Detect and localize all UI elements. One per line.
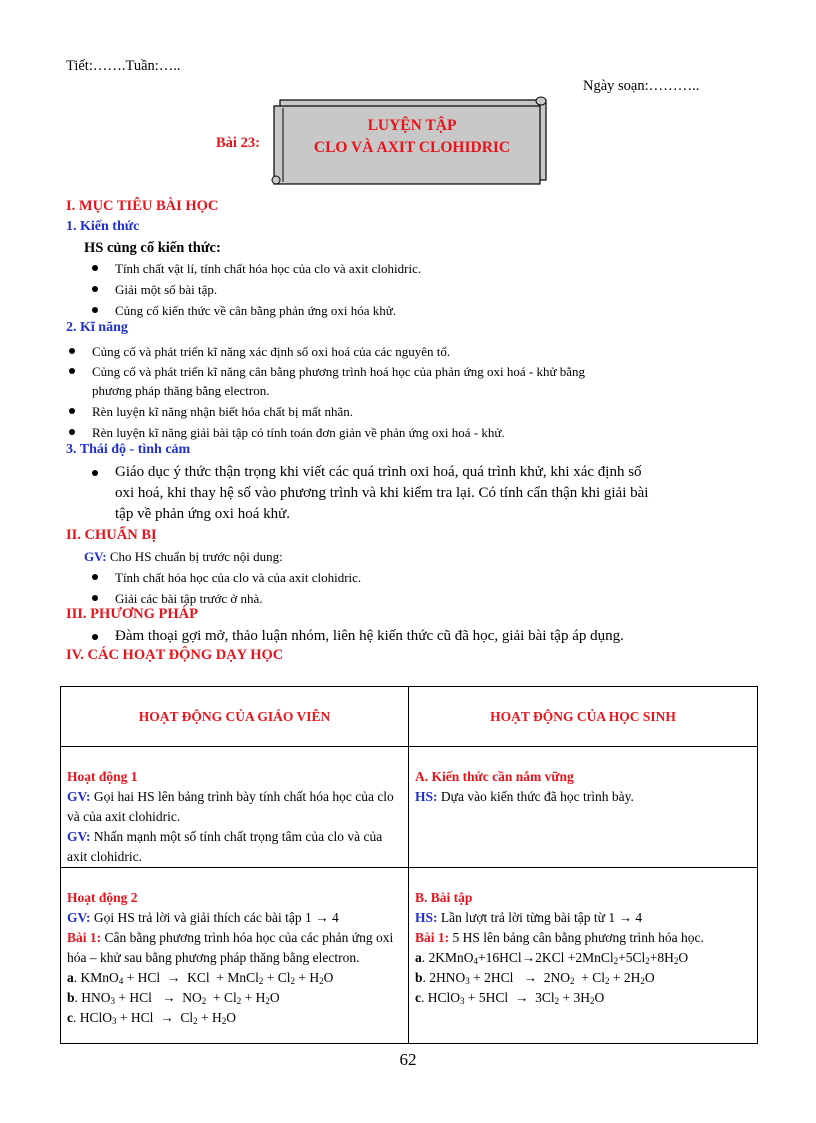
r1-hs-text: Dựa vào kiến thức đã học trình bày. — [437, 789, 634, 804]
bullet-icon — [92, 470, 98, 476]
bullet-icon — [69, 348, 75, 354]
r2-hs-bai1-text: 5 HS lên bảng cân bằng phương trình hóa học. — [449, 930, 704, 945]
section-1-title: I. MỤC TIÊU BÀI HỌC — [66, 198, 219, 214]
equation-b: b. $HNO_3$ + HCl → $NO_2 + Cl_2 + H_2O$ — [67, 990, 280, 1006]
r2-gv-text: Gọi HS trả lời và giải thích các bài tập 1 → 4 — [90, 910, 339, 925]
sub-ki-nang: 2. Kĩ năng — [66, 320, 128, 335]
row1-teacher — [61, 747, 409, 868]
bullet-icon — [69, 368, 75, 374]
section-b-title: B. Bài tập — [415, 890, 473, 905]
n4: Rèn luyện kĩ năng giải bài tập có tính toán đơn giản về phản ứng oxi hoá - khử. — [92, 425, 505, 440]
a1a: Giáo dục ý thức thận trọng khi viết các quá trình oxi hoá, quá trình khử, khi xác định số — [115, 464, 642, 480]
m1: Đàm thoại gợi mở, thảo luận nhóm, liên hệ kiến thức cũ đã học, giải bài tập áp dụng. — [115, 628, 624, 644]
n1: Củng cố và phát triển kĩ năng xác định số oxi hoá của các nguyên tố. — [92, 344, 451, 359]
n3: Rèn luyện kĩ năng nhận biết hóa chất bị mất nhãn. — [92, 404, 354, 419]
section-4-title: IV. CÁC HOẠT ĐỘNG DẠY HỌC — [66, 647, 284, 663]
bullet-icon — [92, 286, 98, 292]
bullet-icon — [69, 429, 75, 435]
r1-hs — [415, 787, 751, 807]
bullet-icon — [92, 595, 98, 601]
k2: Giải một số bài tập. — [115, 282, 218, 297]
bullet-icon — [92, 634, 98, 640]
n2b: phương pháp thăng bằng electron. — [92, 383, 270, 398]
a1c: tập về phản ứng oxi hoá khử. — [115, 506, 290, 522]
col-header-student: HOẠT ĐỘNG CỦA HỌC SINH — [409, 687, 758, 747]
r1-gv1-text: Gọi hai HS lên bảng trình bày tính chất hóa học của clo và của axit clohidric. — [67, 789, 394, 824]
lesson-title-line2: CLO VÀ AXIT CLOHIDRIC — [313, 139, 511, 156]
sub-kien-thuc: 1. Kiến thức — [66, 219, 140, 234]
r2-gv — [67, 908, 402, 928]
page-number: 62 — [399, 1050, 417, 1069]
answer-a: a. 2KMnO$_4$+16HCl→2KCl $+2MnCl_2+5Cl_2+8H_2O$ — [415, 950, 689, 966]
lesson-number: Bài 23: — [216, 135, 260, 151]
activity-2-title: Hoạt động 2 — [67, 890, 138, 905]
bai1-label: Bài 1: — [67, 930, 102, 945]
k1: Tính chất vật lí, tính chất hóa học của clo và axit clohidric. — [115, 261, 422, 276]
col-header-teacher: HOẠT ĐỘNG CỦA GIÁO VIÊN — [61, 687, 409, 747]
activity-1-title: Hoạt động 1 — [67, 769, 138, 784]
a1b: oxi hoá, khi thay hệ số vào phương trình và khi kiểm tra lại. Có tính cẩn thận khi giải bài — [115, 485, 649, 501]
section-2-title: II. CHUẨN BỊ — [66, 527, 157, 543]
lesson-title — [280, 115, 544, 159]
bai1-label: Bài 1: — [415, 930, 450, 945]
bullet-icon — [69, 408, 75, 414]
gv-label: GV: — [84, 549, 107, 564]
bullet-icon — [92, 574, 98, 580]
r1-gv2-text: Nhấn mạnh một số tính chất trọng tâm của clo và của axit clohidric. — [67, 829, 383, 864]
ngay-soan: Ngày soạn:……….. — [583, 78, 700, 94]
gv-label: GV: — [67, 910, 91, 925]
answer-c: c. HClO$_3$ + $5HCl \to 3Cl_2 + 3H_2O$ — [415, 990, 605, 1006]
hs-label: HS: — [415, 789, 438, 804]
r2-hs-bai1 — [415, 928, 751, 948]
section-3-title: III. PHƯƠNG PHÁP — [66, 606, 198, 622]
sub-thai-do: 3. Thái độ - tình cảm — [66, 442, 191, 457]
r2-bai1-text: Cân bằng phương trình hóa học của các phản ứng oxi hóa – khử sau bằng phương pháp thăng bằng electron. — [67, 930, 394, 965]
row2-teacher — [61, 868, 409, 1044]
activities-table — [60, 686, 758, 1044]
lead-kien-thuc: HS củng cố kiến thức: — [84, 240, 221, 256]
answer-b: b. $2HNO_3 + 2HCl \to 2NO_2 + Cl_2 + 2H_2O$ — [415, 970, 655, 986]
n2a: Củng cố và phát triển kĩ năng cân bằng phương trình hoá học của phản ứng oxi hoá - khử bằng — [92, 364, 586, 379]
r2-hs-text: Lần lượt trả lời từng bài tập từ 1 → 4 — [437, 910, 643, 925]
r2-hs — [415, 908, 751, 928]
p1: Tính chất hóa học của clo và của axit clohidric. — [115, 570, 362, 585]
k3: Củng cố kiến thức về cân bằng phản ứng oxi hóa khử. — [115, 303, 397, 318]
p2: Giải các bài tập trước ở nhà. — [115, 591, 263, 606]
row1-student — [409, 747, 758, 868]
row2-student — [409, 868, 758, 1044]
tiet-tuan: Tiết:…….Tuần:….. — [66, 58, 181, 74]
hs-label: HS: — [415, 910, 438, 925]
r1-gv2 — [67, 827, 402, 867]
bullet-icon — [92, 265, 98, 271]
section-a-title: A. Kiến thức cần nắm vững — [415, 769, 574, 784]
equation-c: c. HClO$_3$ + HCl → $Cl_2 + H_2O$ — [67, 1010, 237, 1026]
gv-label: GV: — [67, 789, 91, 804]
gv-prep — [84, 547, 283, 567]
bullet-icon — [92, 307, 98, 313]
gv-label: GV: — [67, 829, 91, 844]
r1-gv1 — [67, 787, 402, 827]
equation-a: a. KMnO$_4$ + HCl → KCl + MnCl$_2$ + $Cl_2 + H_2O$ — [67, 970, 334, 986]
lesson-title-line1: LUYỆN TẬP — [367, 117, 457, 134]
r2-bai1 — [67, 928, 402, 968]
gv-prep-text: Cho HS chuẩn bị trước nội dung: — [106, 549, 283, 564]
